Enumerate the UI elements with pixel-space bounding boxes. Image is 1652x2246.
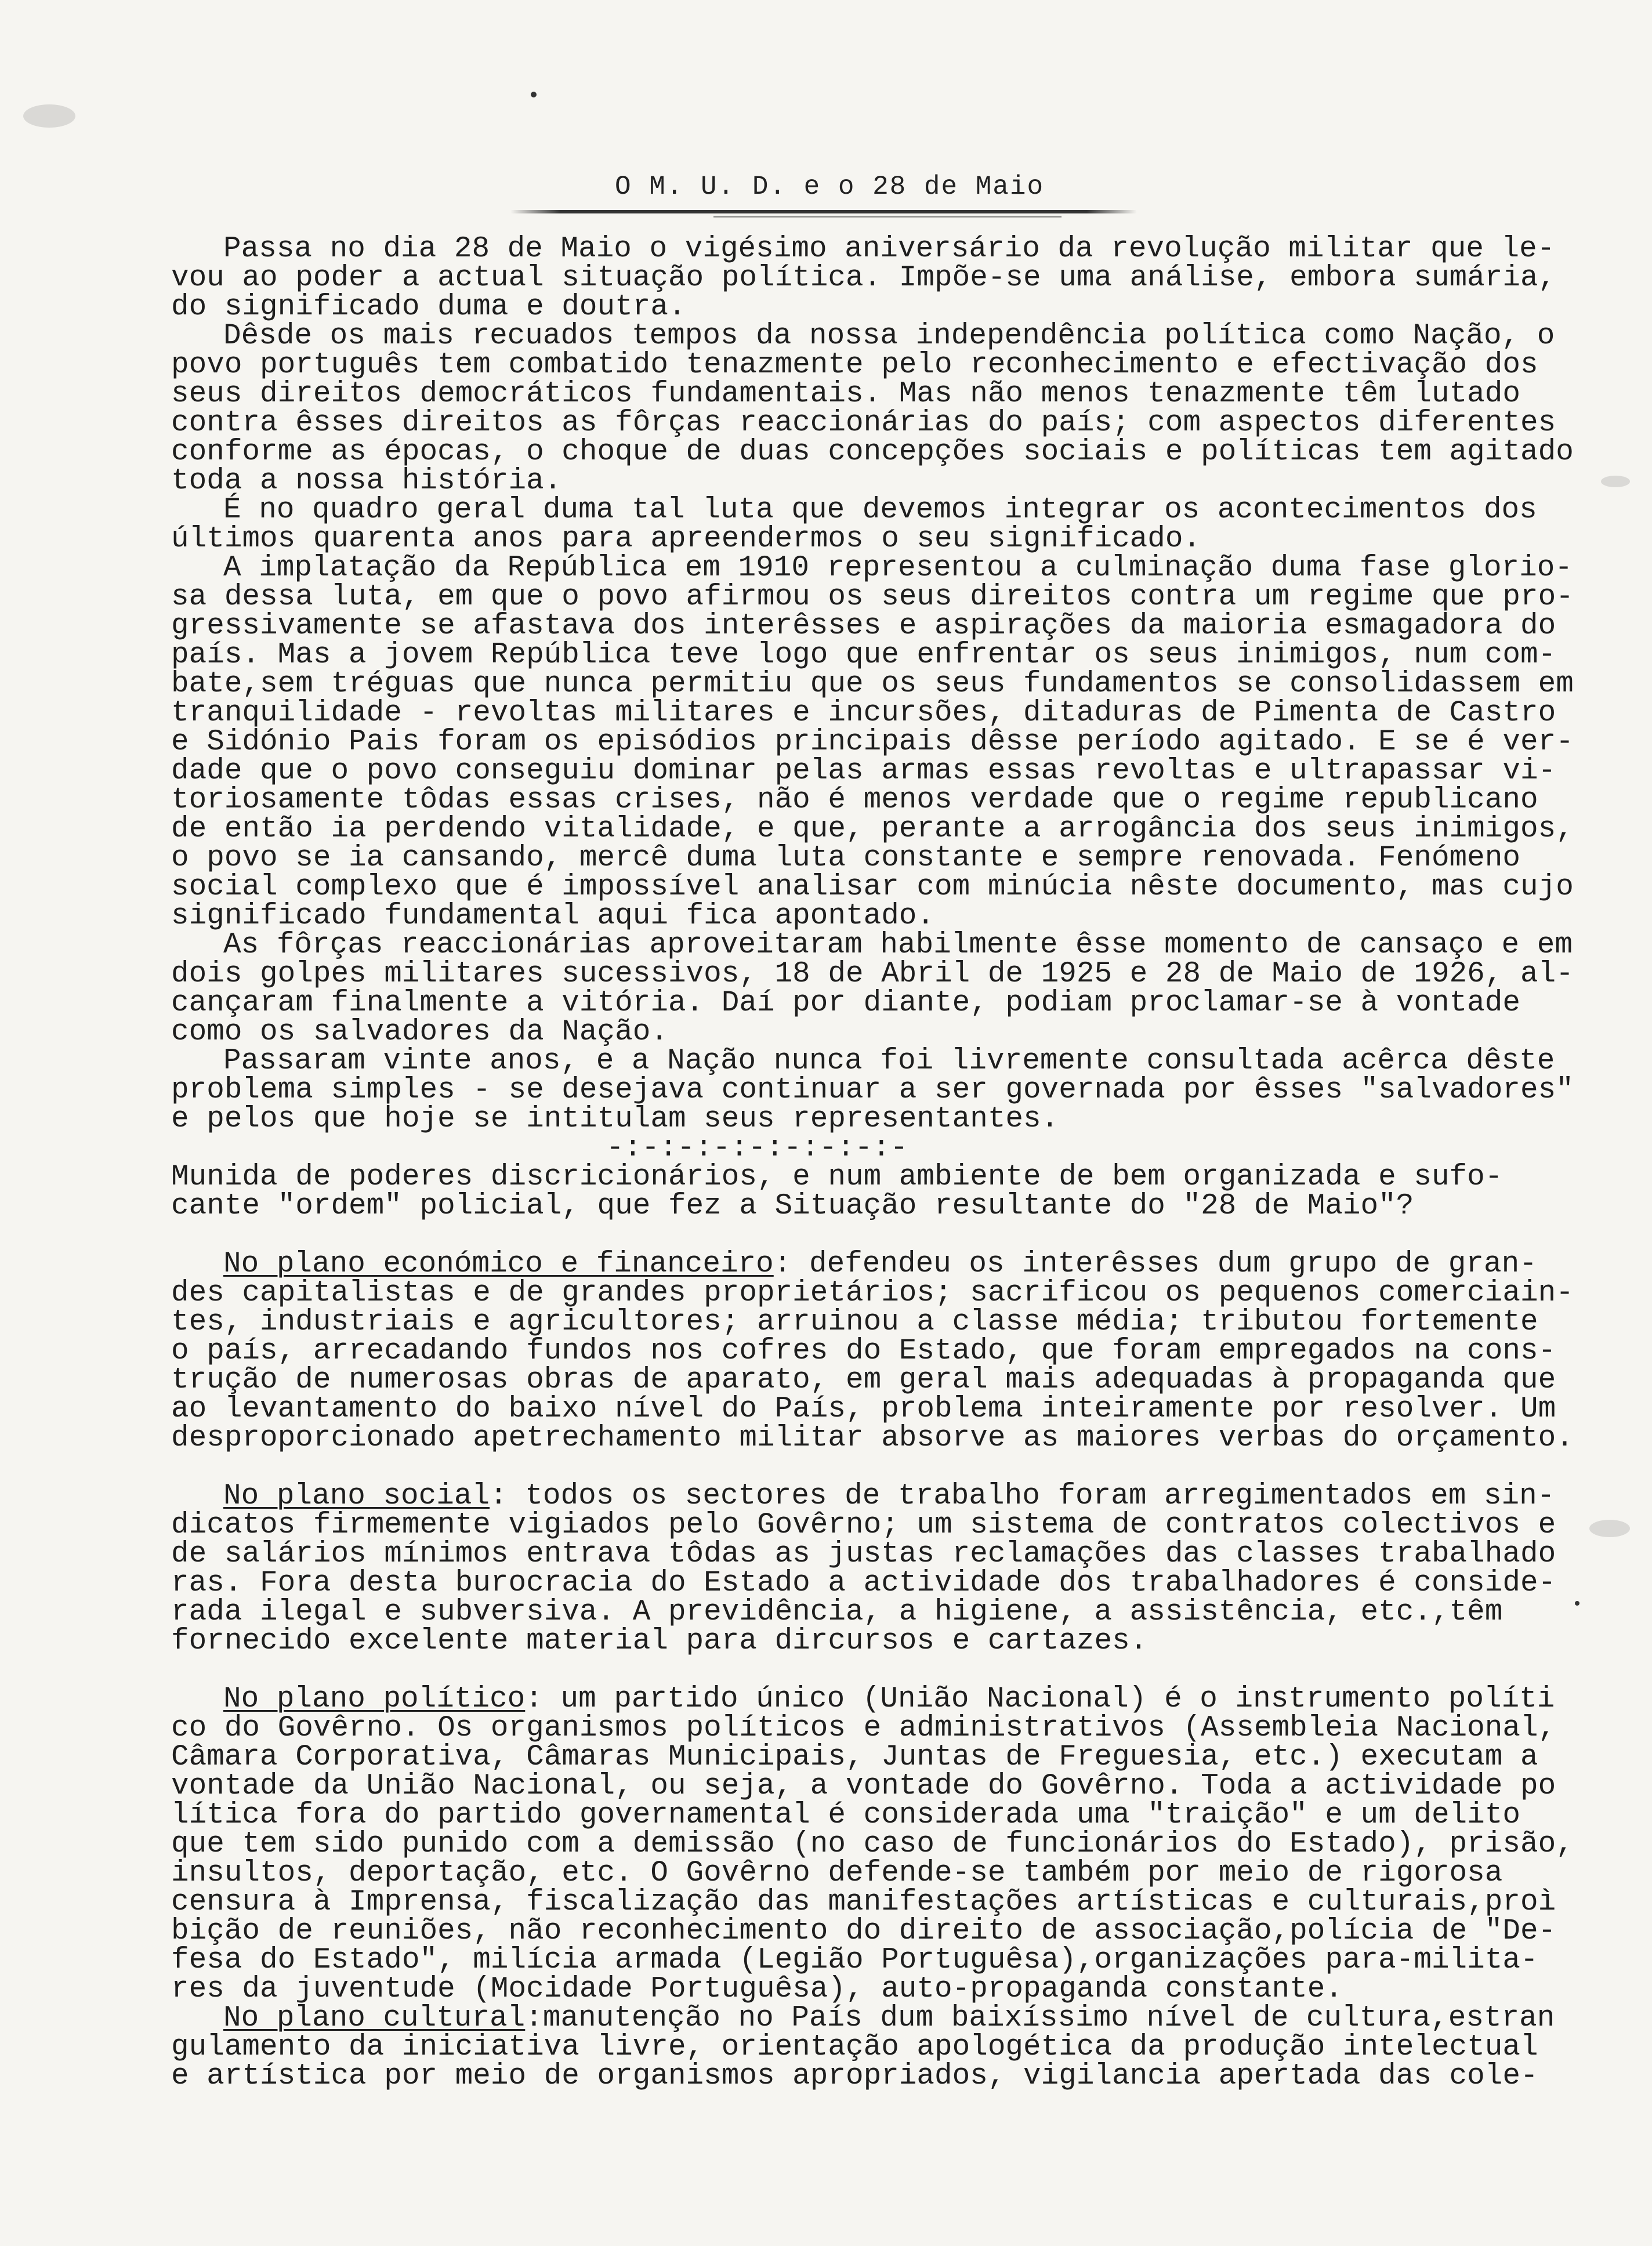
text-line: dade que o povo conseguiu dominar pelas armas essas revoltas e ultrapassar vi- (171, 755, 1556, 788)
text-line: povo português tem combatido tenazmente pelo reconhecimento e efectivação dos (171, 349, 1538, 382)
text-line: problema simples - se desejava continuar a ser governada por êsses "salvadores" (171, 1074, 1574, 1107)
text-line: país. Mas a jovem República teve logo que enfrentar os seus inimigos, num com- (171, 639, 1556, 672)
section-heading-social: No plano social (223, 1480, 490, 1513)
text-line: tranquilidade - revoltas militares e incursões, ditaduras de Pimenta de Castro (171, 697, 1556, 730)
section-first-rest: : defendeu os interêsses dum grupo de gran- (773, 1248, 1537, 1281)
blank-line (171, 1453, 1523, 1482)
section-heading-economic: No plano económico e financeiro (223, 1248, 774, 1281)
text-line: des capitalistas e de grandes proprietários; sacrificou os pequenos comerciain- (171, 1277, 1574, 1310)
text-line: bição de reuniões, não reconhecimento do direito de associação,polícia de "De- (171, 1915, 1556, 1948)
text-line: desproporcionado apetrechamento militar absorve as maiores verbas do orçamento. (171, 1422, 1574, 1455)
text-line: conforme as épocas, o choque de duas concepções sociais e políticas tem agitado (171, 436, 1574, 469)
section-first-rest: :manutenção no País dum baixíssimo nível de cultura,estran (525, 2002, 1555, 2035)
text-line: toriosamente tôdas essas crises, não é menos verdade que o regime republicano (171, 784, 1538, 817)
text-line: gulamento da iniciativa livre, orientação apologética da produção intelectual (171, 2031, 1538, 2064)
scan-smudge (1589, 1520, 1630, 1537)
text-line: vou ao poder a actual situação política. Impõe-se uma análise, embora sumária, (171, 262, 1556, 295)
text-line: toda a nossa história. (171, 465, 562, 498)
text-line: de então ia perdendo vitalidade, e que, perante a arrogância dos seus inimigos, (171, 813, 1574, 846)
text-line: significado fundamental aqui fica apontado. (171, 900, 935, 933)
text-line: bate,sem tréguas que nunca permitiu que os seus fundamentos se consolidassem em (171, 668, 1574, 701)
section-first-line (171, 2002, 1555, 2035)
text-line: rada ilegal e subversiva. A previdência, a higiene, a assistência, etc.,têm (171, 1596, 1503, 1629)
section-first-rest: : um partido único (União Nacional) é o instrumento políti (525, 1683, 1555, 1716)
document-body (171, 233, 1574, 2093)
scan-speck (531, 92, 537, 97)
section-first-line (171, 1248, 1537, 1281)
text-line: contra êsses direitos as fôrças reaccionárias do país; com aspectos diferentes (171, 407, 1556, 440)
section-separator: -:-:-:-:-:-:-:-:- (606, 1132, 908, 1165)
text-line: fesa do Estado", milícia armada (Legião Portuguêsa),organizações para-milita- (171, 1944, 1538, 1977)
scan-smudge (1601, 476, 1630, 487)
text-line: vontade da União Nacional, ou seja, a vontade do Govêrno. Toda a actividade po (171, 1770, 1556, 1803)
text-line: insultos, deportação, etc. O Govêrno defende-se também por meio de rigorosa (171, 1857, 1503, 1890)
text-line: ao levantamento do baixo nível do País, problema inteiramente por resolver. Um (171, 1393, 1556, 1426)
text-line: Passaram vinte anos, e a Nação nunca foi livremente consultada acêrca dêste (223, 1045, 1555, 1078)
text-line: gressivamente se afastava dos interêsses e aspirações da maioria esmagadora do (171, 610, 1556, 643)
text-line: res da juventude (Mocidade Portuguêsa), auto-propaganda constante. (171, 1973, 1343, 2006)
text-line: dois golpes militares sucessivos, 18 de Abril de 1925 e 28 de Maio de 1926, al- (171, 958, 1574, 991)
text-line: do significado duma e doutra. (171, 291, 686, 324)
text-line: Dêsde os mais recuados tempos da nossa independência política como Nação, o (223, 320, 1555, 353)
text-line: co do Govêrno. Os organismos políticos e administrativos (Assembleia Nacional, (171, 1712, 1556, 1745)
section-first-rest: : todos os sectores de trabalho foram arregimentados em sin- (490, 1480, 1555, 1513)
scan-smudge (23, 104, 75, 128)
section-heading-cultural: No plano cultural (223, 2002, 526, 2035)
text-line: e Sidónio Pais foram os episódios principais dêsse período agitado. E se é ver- (171, 726, 1574, 759)
text-line: sa dessa luta, em que o povo afirmou os seus direitos contra um regime que pro- (171, 581, 1574, 614)
text-line: de salários mínimos entrava tôdas as justas reclamações das classes trabalhado (171, 1538, 1556, 1571)
text-line: Passa no dia 28 de Maio o vigésimo aniversário da revolução militar que le- (223, 233, 1555, 266)
text-line: o povo se ia cansando, mercê duma luta constante e sempre renovada. Fenómeno (171, 842, 1520, 875)
text-line: cante "ordem" policial, que fez a Situação resultante do "28 de Maio"? (171, 1190, 1414, 1223)
title-underline (510, 210, 1137, 213)
text-line: últimos quarenta anos para apreendermos o seu significado. (171, 523, 1201, 556)
text-line: trução de numerosas obras de aparato, em geral mais adequadas à propaganda que (171, 1364, 1556, 1397)
text-line: o país, arrecadando fundos nos cofres do Estado, que foram empregados na cons- (171, 1335, 1556, 1368)
scan-speck (1575, 1601, 1579, 1606)
text-line: censura à Imprensa, fiscalização das manifestações artísticas e culturais,proì (171, 1886, 1556, 1919)
text-line: Munida de poderes discricionários, e num ambiente de bem organizada e sufo- (171, 1161, 1503, 1194)
section-heading-political: No plano político (223, 1683, 526, 1716)
text-line: As fôrças reaccionárias aproveitaram habilmente êsse momento de cansaço e em (223, 929, 1573, 962)
text-line: Câmara Corporativa, Câmaras Municipais, Juntas de Freguesia, etc.) executam a (171, 1741, 1538, 1774)
text-line: lítica fora do partido governamental é considerada uma "traição" e um delito (171, 1799, 1520, 1832)
text-line: cançaram finalmente a vitória. Daí por diante, podiam proclamar-se à vontade (171, 987, 1520, 1020)
blank-line (171, 1221, 1523, 1250)
text-line: como os salvadores da Nação. (171, 1016, 668, 1049)
section-first-line (171, 1683, 1555, 1716)
text-line: A implatação da República em 1910 representou a culminação duma fase glorio- (223, 552, 1573, 585)
blank-line (171, 1656, 1523, 1685)
section-first-line (171, 1480, 1555, 1513)
text-line: social complexo que é impossível analisar com minúcia nêste documento, mas cujo (171, 871, 1574, 904)
text-line: ras. Fora desta burocracia do Estado a actividade dos trabalhadores é conside- (171, 1567, 1556, 1600)
title-underline-secondary (713, 216, 1062, 218)
text-line: e artística por meio de organismos apropriados, vigilancia apertada das cole- (171, 2060, 1538, 2093)
text-line: e pelos que hoje se intitulam seus representantes. (171, 1103, 1059, 1136)
text-line: dicatos firmemente vigiados pelo Govêrno; um sistema de contratos colectivos e (171, 1509, 1556, 1542)
text-line: fornecido excelente material para dircursos e cartazes. (171, 1625, 1148, 1658)
text-line: seus direitos democráticos fundamentais. Mas não menos tenazmente têm lutado (171, 378, 1520, 411)
text-line: que tem sido punido com a demissão (no caso de funcionários do Estado), prisão, (171, 1828, 1574, 1861)
text-line: É no quadro geral duma tal luta que devemos integrar os acontecimentos dos (223, 494, 1537, 527)
document-title: O M. U. D. e o 28 de Maio (615, 172, 1045, 202)
text-line: tes, industriais e agricultores; arruinou a classe média; tributou fortemente (171, 1306, 1538, 1339)
